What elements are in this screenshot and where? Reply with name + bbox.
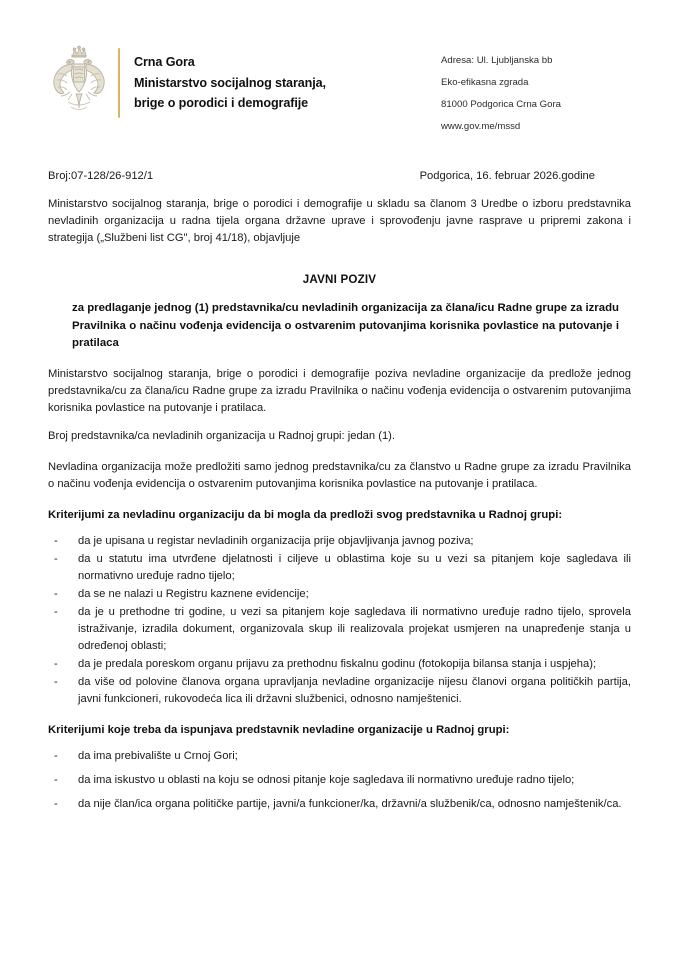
contact-building: Eko-efikasna zgrada [441, 76, 529, 88]
list-item [48, 674, 631, 708]
page-subtitle: za predlaganje jednog (1) predstavnika/cu nevladinih organizacija za člana/icu Radne grupe za izradu Pravilnika o načinu vođenja evidencija o ostvarenim putovanjima korisnika povlastice na putovanje i pratilaca [72, 302, 619, 349]
list-item-text: da ima iskustvo u oblasti na koju se odnosi pitanje koje sagledava ili normativno uređuje radno tijelo; [78, 774, 575, 787]
dash-bullet-icon: - [54, 588, 58, 601]
reference-line [48, 170, 631, 182]
list-item [48, 796, 631, 813]
list-item [48, 748, 631, 765]
dash-bullet-icon: - [54, 606, 58, 619]
criteria-representative-heading: Kriterijumi koje treba da ispunjava predstavnik nevladine organizacije u Radnoj grupi: [48, 724, 510, 737]
dash-bullet-icon: - [54, 535, 58, 548]
body-paragraph-3: Nevladina organizacija može predložiti samo jednog predstavnika/cu za članstvo u Radne grupe za izradu Pravilnika o načinu vođenja evidencija o ostvarenim putovanjima korisnika povlastice na putovanje i pratilaca. [48, 461, 631, 491]
letterhead-identity [48, 44, 326, 122]
list-item-text: da se ne nalazi u Registru kaznene evidencije; [78, 588, 309, 601]
criteria-representative-list [48, 748, 631, 813]
letterhead-contact-block [441, 44, 631, 137]
criteria-organization-heading: Kriterijumi za nevladinu organizaciju da bi mogla da predloži svog predstavnika u Radnoj grupi: [48, 509, 563, 522]
dash-bullet-icon: - [54, 798, 58, 811]
dash-bullet-icon: - [54, 774, 58, 787]
body-paragraph-1: Ministarstvo socijalnog staranja, brige o porodici i demografije poziva nevladine organizacije da predlože jednog predstavnika/cu za člana/icu Radne grupe za izradu Pravilnika o načinu vođenja evidencija o ostvarenim putovanjima korisnika povlastice na putovanje i pratilaca. [48, 367, 631, 414]
document-number: Broj:07-128/26-912/1 [48, 170, 154, 183]
list-item-text: da je upisana u registar nevladinih organizacija prije objavljivanja javnog poziva; [78, 535, 474, 548]
list-item [48, 533, 631, 550]
letterhead [48, 0, 631, 137]
list-item-text: da je u prethodne tri godine, u vezi sa pitanjem koje sagledava ili normativno uređuje radno tijelo, sprovela istraživanje, izradila dokument, organizovala skup ili realizovala projekat usmjeren na unapređenje stanja u određenoj oblasti; [78, 606, 631, 653]
list-item-text: da ima prebivalište u Crnoj Gori; [78, 750, 238, 763]
country-name: Crna Gora [134, 55, 195, 70]
contact-address: Adresa: Ul. Ljubljanska bb [441, 55, 553, 66]
list-item [48, 772, 631, 789]
list-item-text: da u statutu ima utvrđene djelatnosti i ciljeve u oblastima koje su u vezi sa pitanjem koje sagledava ili normativno uređuje radno tijelo; [78, 553, 631, 583]
contact-website: www.gov.me/mssd [441, 120, 521, 132]
list-item [48, 586, 631, 603]
criteria-organization-list [48, 533, 631, 708]
montenegro-coat-of-arms-icon [48, 44, 110, 122]
list-item-text: da je predala poreskom organu prijavu za prethodnu fiskalnu godinu (fotokopija bilansa stanja i uspjeha); [78, 658, 597, 671]
list-item [48, 604, 631, 655]
letterhead-title-block [134, 52, 326, 114]
ministry-name-line2: brige o porodici i demografije [134, 96, 309, 111]
dash-bullet-icon: - [54, 750, 58, 763]
dash-bullet-icon: - [54, 553, 58, 566]
ministry-name-line1: Ministarstvo socijalnog staranja, [134, 75, 326, 90]
list-item [48, 551, 631, 585]
intro-paragraph: Ministarstvo socijalnog staranja, brige o porodici i demografije u skladu sa članom 3 Uredbe o izboru predstavnika nevladinih organizacija u radna tijela organa državne uprave i sprovođenju javne rasprave u pripremi zakona i strategija („Službeni list CG", broj 41/18), objavljuje [48, 198, 631, 245]
list-item-text: da više od polovine članova organa upravljanja nevladine organizacije nijesu članovi organa političkih partija, javni funkcioneri, rukovodeća lica ili državni službenici, odnosno namještenici. [78, 676, 631, 706]
dash-bullet-icon: - [54, 658, 58, 671]
dash-bullet-icon: - [54, 676, 58, 689]
letterhead-divider [118, 48, 120, 118]
list-item-text: da nije član/ica organa političke partije, javni/a funkcioner/ka, državni/a službenik/ca, odnosno namještenik/ca. [78, 798, 622, 811]
body-paragraph-2: Broj predstavnika/ca nevladinih organizacija u Radnoj grupi: jedan (1). [48, 430, 396, 443]
page-title: JAVNI POZIV [302, 273, 377, 287]
place-and-date: Podgorica, 16. februar 2026.godine [419, 170, 595, 183]
list-item [48, 656, 631, 673]
contact-city: 81000 Podgorica Crna Gora [441, 98, 561, 110]
